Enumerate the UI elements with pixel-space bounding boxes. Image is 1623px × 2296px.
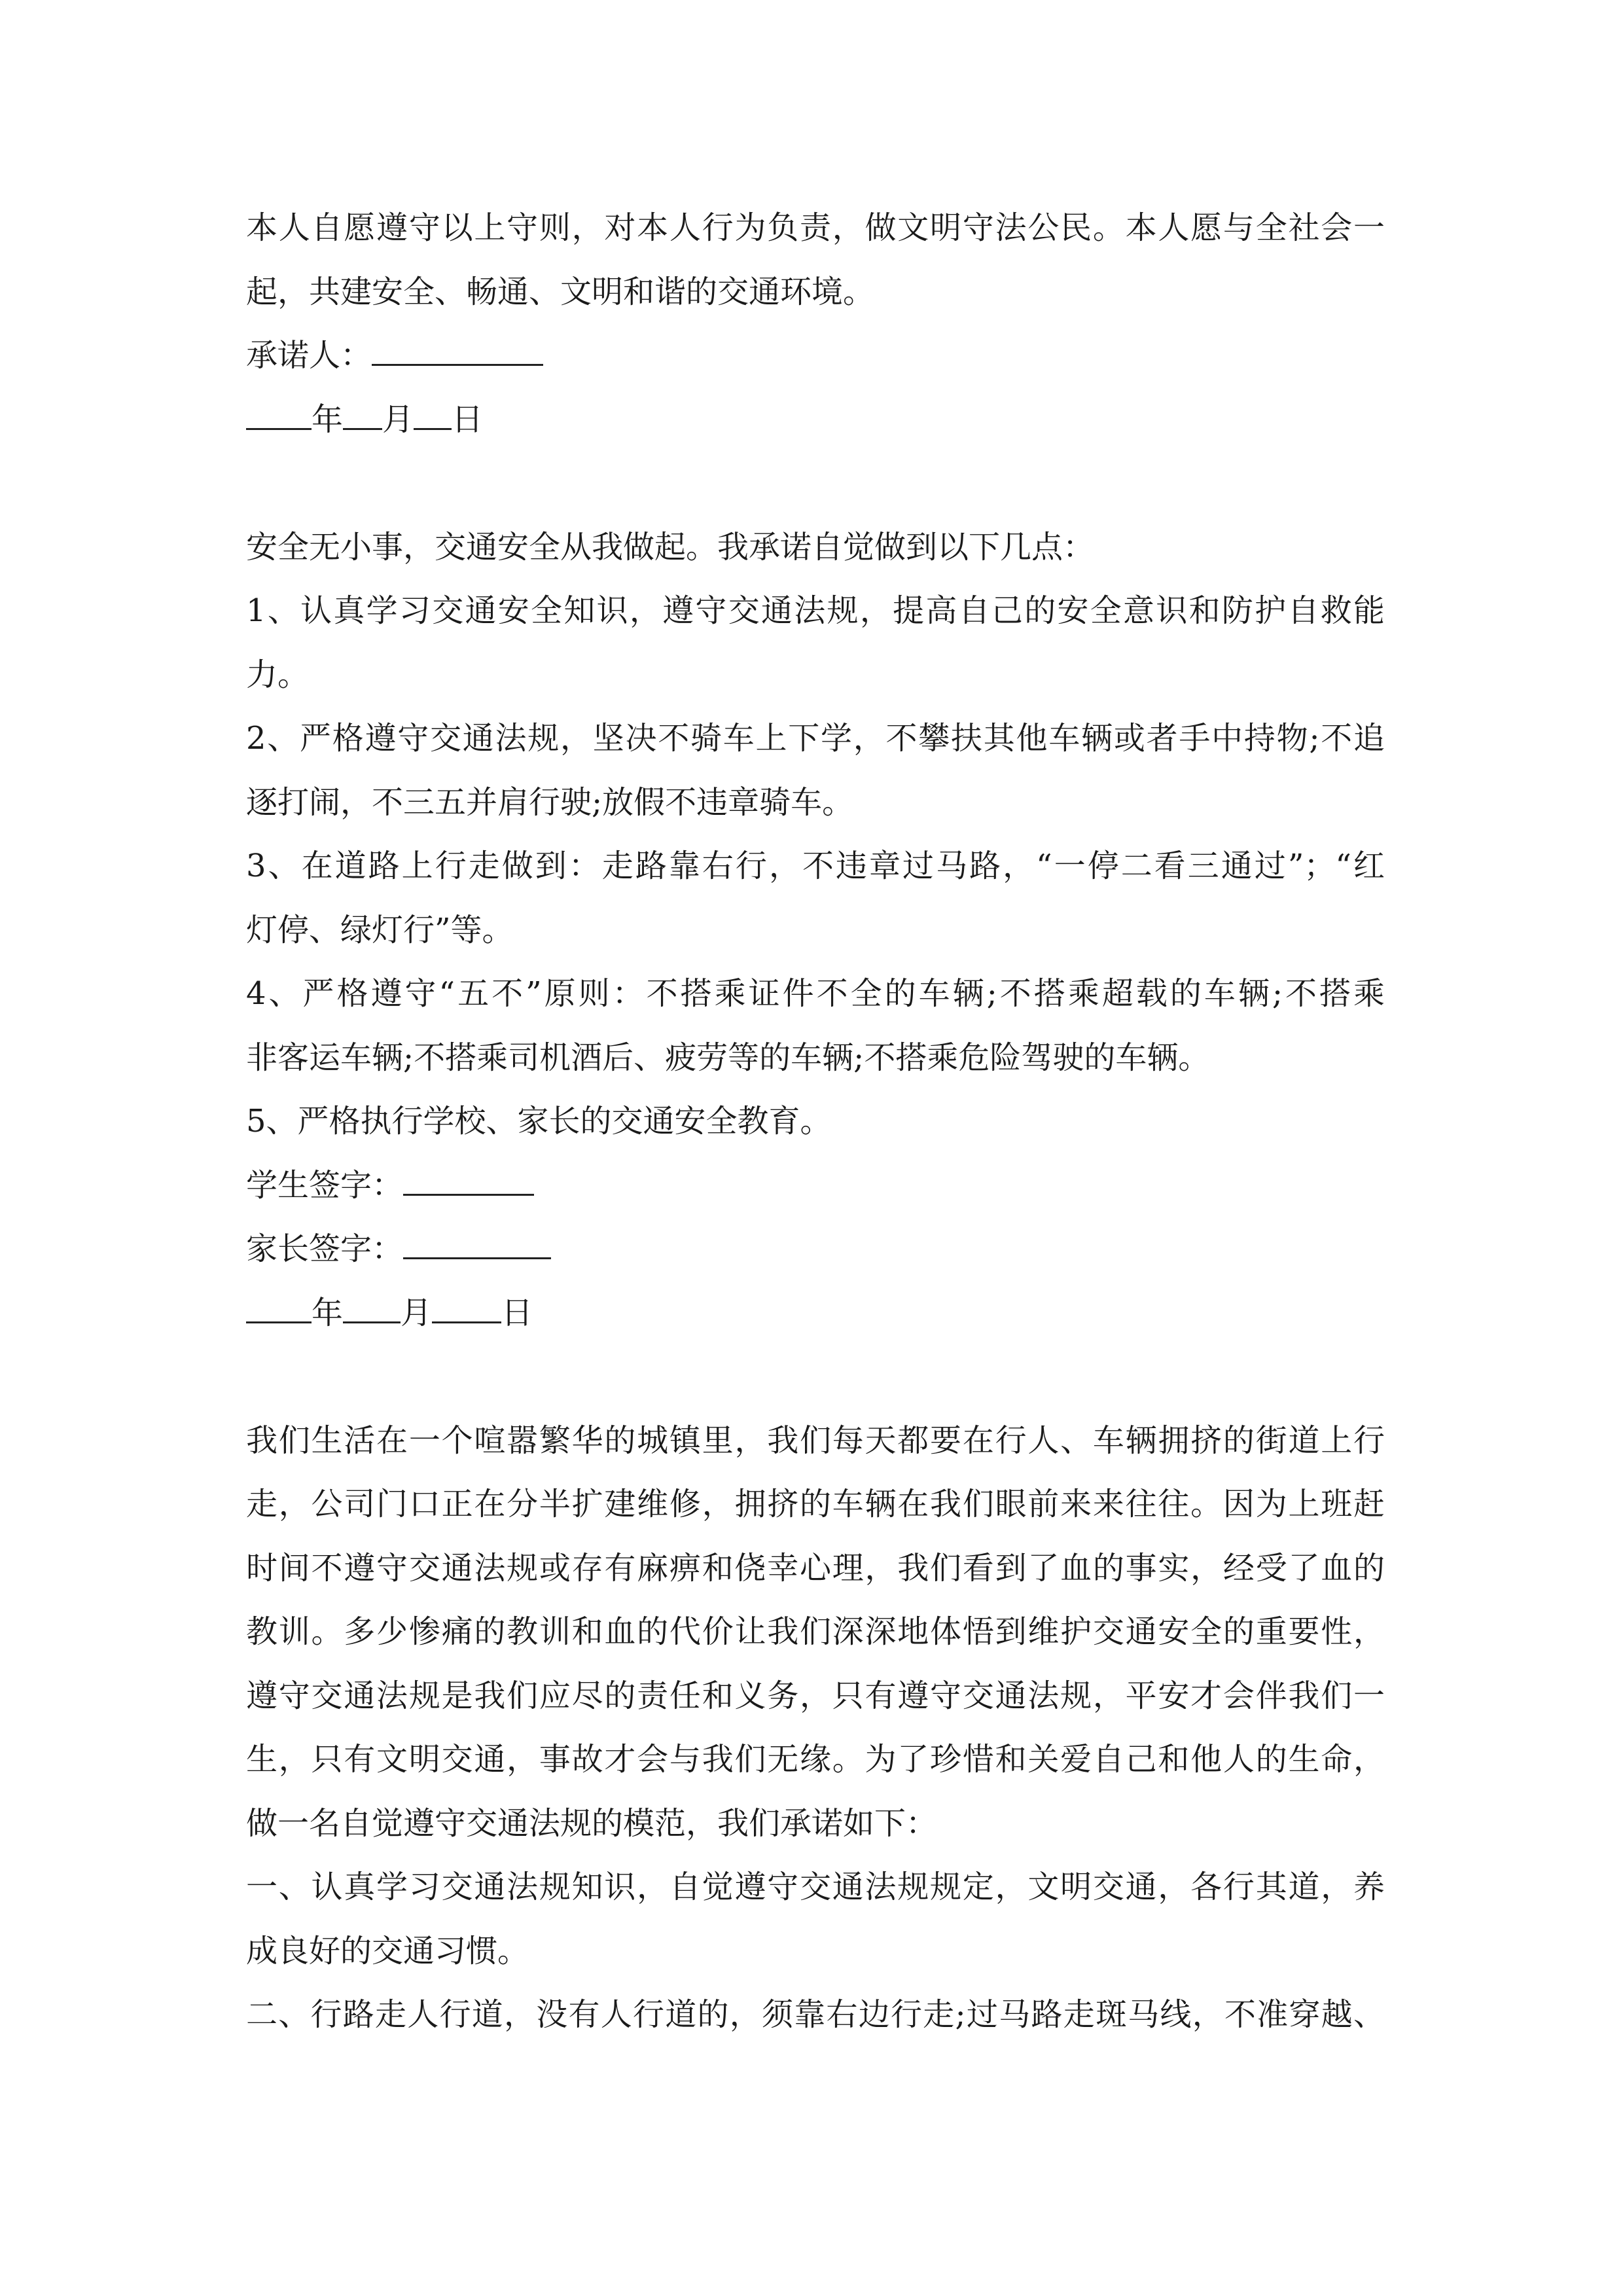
list-item-line: 5、严格执行学校、家长的交通安全教育。 <box>246 1103 832 1139</box>
paragraph-line: 起，共建安全、畅通、文明和谐的交通环境。 <box>246 273 875 310</box>
list-item-line: 1、认真学习交通安全知识，遵守交通法规，提高自己的安全意识和防护自救能 <box>246 592 1385 629</box>
parent-signature-row <box>246 1217 1385 1282</box>
list-item-line: 4、严格遵守“五不”原则：不搭乘证件不全的车辆;不搭乘超载的车辆;不搭乘 <box>246 975 1385 1012</box>
student-signature-row <box>246 1154 1385 1218</box>
paragraph-line: 本人自愿遵守以上守则，对本人行为负责，做文明守法公民。本人愿与全社会一 <box>246 209 1385 246</box>
month-blank <box>343 1293 401 1323</box>
day-blank <box>414 399 452 430</box>
month-blank <box>343 399 382 430</box>
list-item-line: 2、严格遵守交通法规，坚决不骑车上下学，不攀扶其他车辆或者手中持物;不追 <box>246 720 1385 757</box>
month-label: 月 <box>382 401 414 438</box>
month-label: 月 <box>401 1294 433 1331</box>
day-label: 日 <box>501 1294 533 1331</box>
promiser-label: 承诺人： <box>246 337 372 374</box>
section-gap <box>246 1345 1385 1409</box>
parent-sign-label: 家长签字： <box>246 1230 404 1267</box>
year-label: 年 <box>312 1294 344 1331</box>
paragraph-line: 生，只有文明交通，事故才会与我们无缘。为了珍惜和关爱自己和他人的生命， <box>246 1741 1385 1778</box>
list-item-line: 二、行路走人行道，没有人行道的，须靠右边行走;过马路走斑马线，不准穿越、 <box>246 1996 1385 2033</box>
section-gap <box>246 452 1385 516</box>
document-body <box>246 196 1385 2047</box>
date-row <box>246 388 1385 452</box>
paragraph-line: 走，公司门口正在分半扩建维修，拥挤的车辆在我们眼前来来往往。因为上班赶 <box>246 1486 1385 1522</box>
paragraph-line: 时间不遵守交通法规或存有麻痹和侥幸心理，我们看到了血的事实，经受了血的 <box>246 1549 1385 1587</box>
promiser-signature-row <box>246 324 1385 388</box>
list-item-line: 逐打闹，不三五并肩行驶;放假不违章骑车。 <box>246 783 854 821</box>
student-signature-blank <box>403 1165 534 1196</box>
student-sign-label: 学生签字： <box>246 1166 404 1204</box>
list-item-line: 灯停、绿灯行”等。 <box>246 911 514 948</box>
year-blank <box>246 1293 312 1323</box>
list-item-line: 3、在道路上行走做到：走路靠右行，不违章过马路，“一停二看三通过”；“红 <box>246 848 1385 884</box>
list-item-line: 力。 <box>246 656 310 693</box>
paragraph-line: 我们生活在一个喧嚣繁华的城镇里，我们每天都要在行人、车辆拥挤的街道上行 <box>246 1422 1385 1459</box>
date-row <box>246 1282 1385 1346</box>
paragraph-line: 教训。多少惨痛的教训和血的代价让我们深深地体悟到维护交通安全的重要性， <box>246 1613 1385 1650</box>
promiser-signature-blank <box>372 335 543 366</box>
paragraph-line: 遵守交通法规是我们应尽的责任和义务，只有遵守交通法规，平安才会伴我们一 <box>246 1677 1385 1714</box>
paragraph-line: 做一名自觉遵守交通法规的模范，我们承诺如下： <box>246 1804 938 1842</box>
list-item-line: 一、认真学习交通法规知识，自觉遵守交通法规规定，文明交通，各行其道，养 <box>246 1869 1385 1905</box>
list-item-line: 非客运车辆;不搭乘司机酒后、疲劳等的车辆;不搭乘危险驾驶的车辆。 <box>246 1039 1210 1076</box>
year-blank <box>246 399 312 430</box>
list-item-line: 成良好的交通习惯。 <box>246 1932 529 1969</box>
parent-signature-blank <box>403 1229 551 1259</box>
day-label: 日 <box>452 401 484 438</box>
paragraph-line: 安全无小事，交通安全从我做起。我承诺自觉做到以下几点： <box>246 528 1095 565</box>
year-label: 年 <box>312 401 344 438</box>
day-blank <box>432 1293 501 1323</box>
